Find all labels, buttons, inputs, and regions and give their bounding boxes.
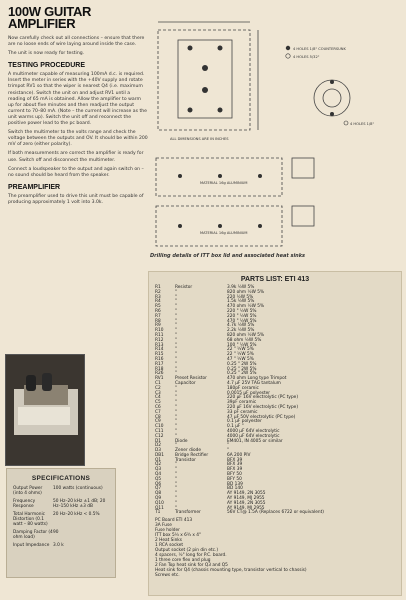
- parts-list-heading: PARTS LIST: ETI 413: [240, 276, 310, 283]
- parts-note: ITT box 5¼ x 6¾ x 4": [155, 533, 201, 539]
- parts-spec: 33 pF ceramic: [227, 409, 258, 415]
- testing-paragraph-2: Switch the multimeter to the volts range and check the voltage between the outputs and OV. It should be within 200 mV of zero (either polarity).: [8, 130, 148, 148]
- parts-spec: 0.25 " 2W 5%: [227, 361, 257, 367]
- parts-desc: ": [175, 342, 177, 348]
- parts-ref: C4: [155, 395, 161, 401]
- testing-paragraph-3: If both measurements are correct the amplifier is ready for use. Switch off and disconnect the multimeter.: [8, 151, 144, 163]
- parts-ref: Q10: [155, 500, 164, 506]
- parts-desc: ": [175, 419, 177, 425]
- parts-ref: C6: [155, 404, 161, 410]
- parts-spec: BFX 39: [227, 462, 243, 468]
- parts-note: 4 spacers, ½" long for P.C. board.: [155, 553, 227, 559]
- parts-spec: 22 " ½W 5%: [227, 352, 254, 358]
- photo-capacitor: [42, 373, 52, 391]
- parts-note: Fuse holder: [155, 528, 180, 534]
- parts-desc: ": [175, 308, 177, 314]
- parts-spec: EM401, IN 4005 or similar: [227, 438, 283, 444]
- preamp-paragraph: The preamplifier used to drive this unit must be capable of producing approximately 1 volt into 3.0k.: [8, 193, 144, 205]
- parts-spec: 220 μF 16V electrolytic (PC type): [227, 395, 298, 401]
- parts-spec: 470 ohm ½W 5%: [227, 304, 265, 310]
- parts-desc: Resistor: [175, 285, 193, 290]
- parts-ref: R14: [155, 347, 164, 353]
- parts-desc: Capacitor: [175, 380, 196, 386]
- parts-desc: Transistor: [175, 457, 196, 463]
- parts-ref: R16: [155, 356, 164, 362]
- parts-desc: ": [175, 361, 177, 367]
- parts-desc: ": [175, 299, 177, 305]
- parts-ref: D1: [155, 438, 162, 444]
- parts-spec: BFX 39: [227, 457, 243, 463]
- parts-desc: ": [175, 347, 177, 353]
- amplifier-photo: [5, 354, 85, 466]
- legend-countersunk: 4 HOLES 1/8" COUNTERSUNK: [293, 47, 346, 51]
- parts-ref: R10: [155, 328, 164, 334]
- parts-spec: 820 ohm ½W 5%: [227, 332, 265, 338]
- parts-ref: R12: [155, 337, 164, 343]
- parts-desc: ": [175, 294, 177, 300]
- preamp-heading: PREAMPLIFIER: [8, 183, 61, 191]
- parts-spec: 56V CT@ 1.5A (Replaces 6722 or equivalent): [227, 510, 324, 516]
- parts-ref: D3: [155, 448, 162, 454]
- parts-ref: Q2: [155, 462, 162, 468]
- photo-heatsink: [18, 407, 70, 425]
- parts-desc: ": [175, 332, 177, 338]
- parts-desc: ": [175, 424, 177, 430]
- parts-list-box: [148, 271, 402, 596]
- parts-desc: ": [175, 472, 177, 478]
- parts-ref: R11: [155, 332, 164, 338]
- parts-spec: BFY 50: [227, 472, 242, 478]
- parts-ref: C3: [155, 390, 161, 396]
- parts-desc: ": [175, 352, 177, 358]
- parts-ref: R7: [155, 313, 161, 319]
- parts-desc: ": [175, 390, 177, 396]
- parts-desc: Diode: [175, 438, 188, 444]
- spec-key: Frequency Response: [13, 499, 36, 509]
- spec-row: [7, 512, 115, 527]
- parts-spec: 4.7 μF 25V TAG tantalum: [227, 380, 281, 386]
- parts-ref: T1: [155, 510, 161, 516]
- parts-desc: ": [175, 486, 177, 492]
- parts-ref: C10: [155, 424, 164, 430]
- material-label-1: MATERIAL 16g ALUMINIUM: [200, 181, 248, 185]
- parts-ref: C1: [155, 380, 161, 386]
- parts-spec: BFY 50: [227, 476, 242, 482]
- parts-desc: ": [175, 313, 177, 319]
- parts-spec: 6A 200 PIV: [227, 452, 251, 458]
- spec-value: 3.0 k: [53, 543, 64, 548]
- parts-desc: ": [175, 289, 177, 295]
- parts-rows: [149, 286, 401, 516]
- parts-spec: 180pF ceramic: [227, 385, 259, 391]
- parts-notes: [149, 516, 401, 580]
- parts-ref: Q5: [155, 476, 162, 482]
- parts-desc: ": [175, 366, 177, 372]
- parts-spec: 220 ½W 5%: [227, 294, 254, 300]
- parts-ref: Q7: [155, 486, 162, 492]
- parts-desc: ": [175, 443, 177, 449]
- parts-desc: ": [175, 491, 177, 497]
- parts-ref: R1: [155, 285, 161, 290]
- parts-desc: ": [175, 414, 177, 420]
- parts-desc: ": [175, 356, 177, 362]
- testing-heading: TESTING PROCEDURE: [8, 62, 86, 70]
- photo-capacitor: [26, 375, 36, 391]
- spec-key: Output Power (into 4 ohms): [13, 486, 43, 496]
- parts-ref: C8: [155, 414, 161, 420]
- parts-desc: ": [175, 318, 177, 324]
- parts-spec: 4000 μF 64V electrolytic: [227, 428, 280, 434]
- parts-ref: R18: [155, 366, 164, 372]
- parts-desc: ": [175, 400, 177, 406]
- spec-value: 50 Hz–20 kHz ±1 dB; 20 Hz–150 kHz ±3 dB: [53, 499, 106, 509]
- parts-spec: 47 μF 50V electrolytic (PC type): [227, 414, 296, 420]
- parts-spec: 220 " ½W 5%: [227, 308, 257, 314]
- parts-spec: 0.25 " 2W 5%: [227, 371, 257, 377]
- parts-spec: 4.7k ½W 5%: [227, 323, 255, 329]
- parts-spec: AY 9149, MJ 2955: [227, 505, 265, 511]
- parts-ref: Q4: [155, 472, 162, 478]
- parts-spec: BD 140: [227, 486, 243, 492]
- article-title: 100W GUITAR AMPLIFIER: [8, 4, 92, 31]
- legend-holes: 4 HOLES 5/32": [293, 55, 320, 59]
- lid-inner: [178, 40, 232, 118]
- parts-spec: 0.1 μF ": [227, 424, 244, 430]
- dimensions-note: ALL DIMENSIONS ARE IN INCHES: [170, 137, 229, 141]
- spec-value: 20 Hz–20 kHz < 0.5%: [53, 512, 100, 517]
- lid-outline: [158, 30, 250, 130]
- parts-note: 1 RCA socket: [155, 543, 184, 549]
- parts-ref: DB1: [155, 452, 164, 458]
- spec-row: [7, 486, 115, 496]
- parts-desc: ": [175, 500, 177, 506]
- parts-desc: ": [175, 404, 177, 410]
- specifications-heading: SPECIFICATIONS: [31, 475, 91, 482]
- testing-paragraph-1: A multimeter capable of measuring 100mA d.c. is required. Insert the meter in series with the +40V supply and rotate trimpot RV1 so that the wiper is nearest Q4 (i.e. maximum resistance). Switch the unit on and adjust RV1 until a reading of 65 mA is obtained. Allow the amplifier to warm up for about five minutes and then readjust the output current to 70–80 mA. (Note – the current will increase as the unit warms up). Switch the unit off and reconnect the positive power lead to the pc board.: [8, 72, 147, 127]
- parts-spec: BD 139: [227, 481, 243, 487]
- parts-desc: Transformer: [175, 510, 201, 516]
- parts-desc: ": [175, 409, 177, 415]
- drawing-caption: Drilling details of ITT box lid and associated heat sinks: [150, 253, 306, 259]
- parts-desc: ": [175, 323, 177, 329]
- parts-ref: Q11: [155, 505, 164, 511]
- parts-ref: R26: [155, 371, 164, 377]
- parts-spec: 0.0015 μF polyester: [227, 390, 271, 396]
- parts-ref: Q3: [155, 467, 162, 473]
- spec-row: [7, 543, 115, 548]
- parts-row: [149, 511, 401, 516]
- parts-ref: R5: [155, 304, 161, 310]
- parts-desc: ": [175, 385, 177, 391]
- spec-value: 90: [53, 530, 59, 535]
- parts-spec: ": [227, 448, 229, 454]
- parts-note: 2 Fan Top heat sink for Q3 and Q5: [155, 563, 228, 569]
- parts-desc: Zener diode: [175, 448, 202, 454]
- parts-note: Heat sink for Q4 (chassis mounting type, transistor vertical to chassis): [155, 568, 307, 574]
- parts-note: 3A Fuse: [155, 523, 172, 529]
- parts-desc: ": [175, 371, 177, 377]
- parts-spec: 0.1 μF polyester: [227, 419, 262, 425]
- parts-note: 2 Heat Sinks: [155, 538, 183, 544]
- parts-spec: 47 " ½W 5%: [227, 356, 254, 362]
- parts-spec: 2.2k ½W 5%: [227, 328, 255, 334]
- drilling-drawings: [150, 8, 400, 256]
- parts-ref: R13: [155, 342, 164, 348]
- parts-note: Screws etc.: [155, 573, 180, 579]
- parts-ref: C12: [155, 433, 164, 439]
- specifications-box: [6, 468, 116, 578]
- parts-desc: ": [175, 433, 177, 439]
- parts-spec: 100 " ½W 5%: [227, 342, 257, 348]
- parts-spec: 22 " ½W 5%: [227, 347, 254, 353]
- parts-spec: 68 ohm ½W 5%: [227, 337, 262, 343]
- parts-ref: C9: [155, 419, 161, 425]
- parts-desc: ": [175, 505, 177, 511]
- parts-spec: ": [227, 443, 229, 449]
- parts-desc: ": [175, 476, 177, 482]
- parts-desc: ": [175, 328, 177, 334]
- parts-spec: 820 ohm ½W 5%: [227, 289, 265, 295]
- spec-key: Damping Factor (4 ohm load): [13, 530, 53, 540]
- parts-ref: R17: [155, 361, 164, 367]
- heatsink-side-2: [292, 206, 314, 226]
- parts-spec: AY 9149, 2N 3055: [227, 500, 266, 506]
- parts-ref: Q9: [155, 496, 162, 502]
- parts-ref: RV1: [155, 376, 164, 382]
- parts-desc: ": [175, 428, 177, 434]
- parts-ref: R15: [155, 352, 164, 358]
- intro-paragraph: Now carefully check out all connections – ensure that there are no loose ends of wire laying around inside the case.: [8, 36, 145, 48]
- parts-ref: Q8: [155, 491, 162, 497]
- parts-ref: R6: [155, 308, 161, 314]
- spec-value: 100 watts (continuous): [53, 486, 103, 491]
- parts-desc: ": [175, 481, 177, 487]
- parts-note: PC Board ETI 413: [155, 518, 193, 524]
- parts-desc: Preset Resistor: [175, 376, 207, 382]
- parts-desc: ": [175, 462, 177, 468]
- heatsink-side: [292, 158, 314, 178]
- parts-ref: R2: [155, 289, 161, 295]
- parts-spec: AY 9149, MJ 2955: [227, 496, 265, 502]
- parts-note: Output socket (2 pin din etc.): [155, 548, 219, 554]
- spec-row: [7, 530, 115, 540]
- testing-paragraph-4: Connect a loudspeaker to the output and again switch on – no sound should be heard from the speaker.: [8, 166, 144, 178]
- parts-ref: C5: [155, 400, 161, 406]
- parts-spec: 4000 μF 64V electrolytic: [227, 433, 280, 439]
- article-column: [8, 6, 148, 209]
- parts-note: 1 three core flex and plug: [155, 558, 211, 564]
- parts-ref: C2: [155, 385, 161, 391]
- parts-spec: 0.25 " 2W 5%: [227, 366, 257, 372]
- parts-ref: Q6: [155, 481, 162, 487]
- parts-desc: ": [175, 496, 177, 502]
- parts-ref: D2: [155, 443, 162, 449]
- spec-row: [7, 499, 115, 509]
- material-label-2: MATERIAL 16g ALUMINIUM: [200, 231, 248, 235]
- spec-key: Total Harmonic Distortion (0.1 watt – 80 watts): [13, 512, 48, 527]
- parts-spec: 470 ohm Long type Trimpot: [227, 376, 287, 382]
- parts-desc: ": [175, 467, 177, 473]
- parts-spec: 220 " ½W 5%: [227, 313, 257, 319]
- parts-desc: Bridge Rectifier: [175, 452, 209, 458]
- spec-key: Input Impedance: [13, 543, 50, 548]
- parts-spec: 220 μF 16V electrolytic (PC type): [227, 404, 298, 410]
- parts-desc: ": [175, 304, 177, 310]
- parts-ref: R9: [155, 323, 161, 329]
- parts-spec: 39pF ceramic: [227, 400, 257, 406]
- parts-ref: C7: [155, 409, 161, 415]
- parts-desc: ": [175, 337, 177, 343]
- parts-ref: C11: [155, 428, 164, 434]
- parts-spec: AY 9149, 2N 3055: [227, 491, 266, 497]
- parts-spec: 1.5k ½W 5%: [227, 299, 255, 305]
- intro-paragraph-2: The unit is now ready for testing.: [8, 51, 85, 57]
- parts-ref: R4: [155, 299, 161, 305]
- parts-spec: 470 " ½W 5%: [227, 318, 257, 324]
- parts-spec: 3.9k ½W 5%: [227, 285, 255, 290]
- holes-label: 4 HOLES 1/8": [350, 122, 375, 126]
- parts-ref: Q1: [155, 457, 162, 463]
- parts-desc: ": [175, 395, 177, 401]
- parts-ref: R3: [155, 294, 161, 300]
- transistor-footprint: [314, 80, 350, 116]
- parts-ref: R8: [155, 318, 161, 324]
- parts-spec: BFX 39: [227, 467, 243, 473]
